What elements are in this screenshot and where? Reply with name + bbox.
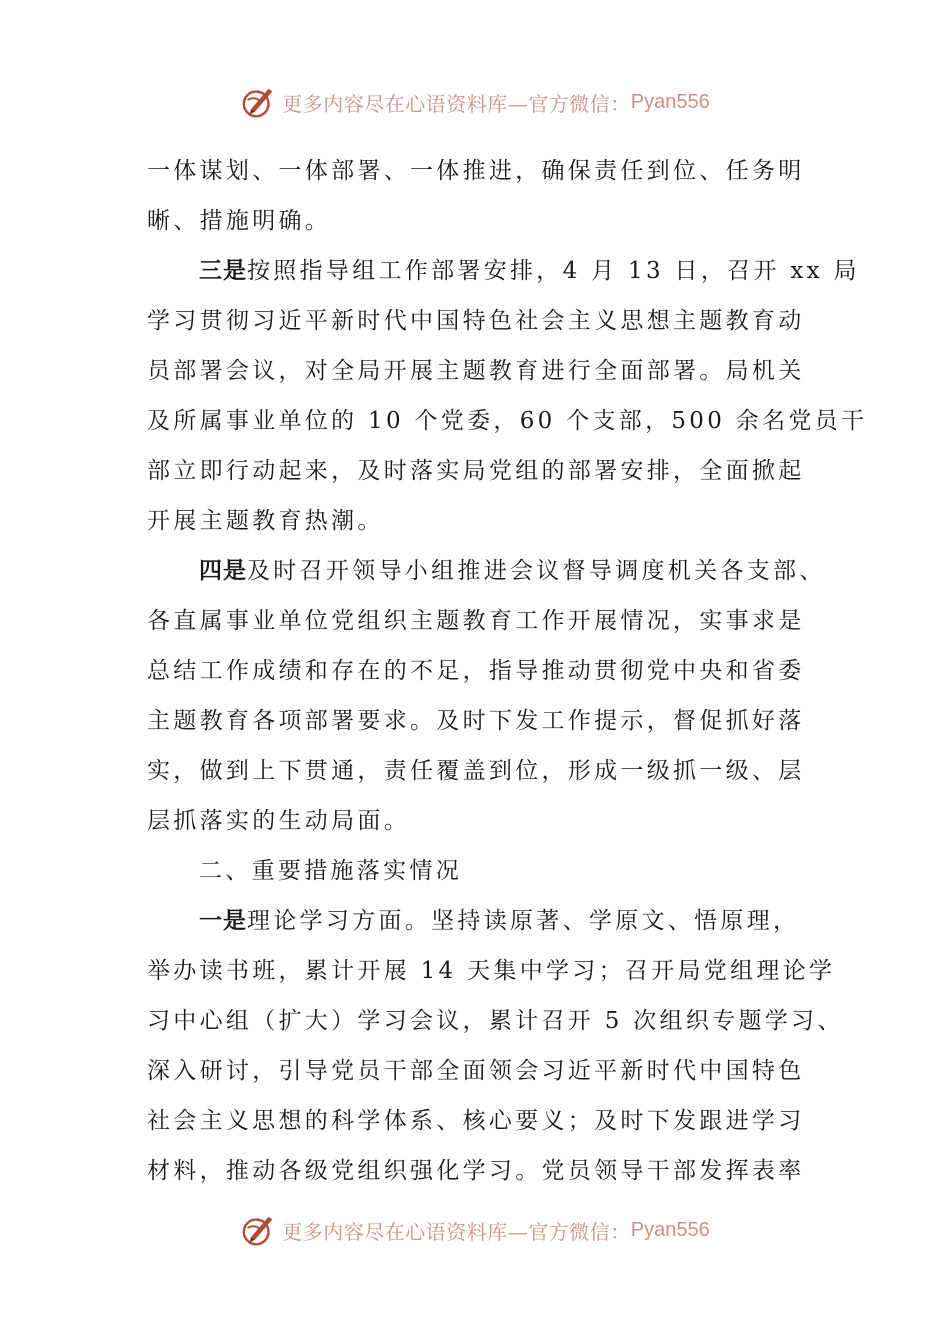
text-line: 材料，推动各级党组织强化学习。党员领导干部发挥表率 — [147, 1158, 805, 1184]
document-body — [147, 146, 868, 1196]
text-line: 层抓落实的生动局面。 — [147, 808, 410, 834]
text-line: 习中心组（扩大）学习会议，累计召开 5 次组织专题学习、 — [147, 1008, 844, 1034]
paragraph-start — [147, 546, 826, 596]
section-heading: 二、重要措施落实情况 — [199, 858, 462, 884]
text-line: 一体谋划、一体部署、一体推进，确保责任到位、任务明 — [147, 158, 805, 184]
text-line: 部立即行动起来，及时落实局党组的部署安排，全面掀起 — [147, 458, 805, 484]
watermark-text: 更多内容尽在心语资料库—官方微信： — [282, 1219, 631, 1244]
paragraph-start — [147, 896, 807, 946]
pen-seal-icon — [240, 1211, 278, 1249]
text-run: 理论学习方面。坚持读原著、学原文、悟原理， — [247, 908, 800, 934]
text-line: 开展主题教育热潮。 — [147, 508, 384, 534]
watermark-text: 更多内容尽在心语资料库—官方微信： — [282, 91, 631, 116]
text-line: 主题教育各项部署要求。及时下发工作提示，督促抓好落 — [147, 708, 805, 734]
watermark-id: Pyan556 — [630, 1218, 710, 1241]
text-line: 社会主义思想的科学体系、核心要义；及时下发跟进学习 — [147, 1108, 805, 1134]
text-line: 举办读书班，累计开展 14 天集中学习；召开局党组理论学 — [147, 958, 836, 984]
text-line: 总结工作成绩和存在的不足，指导推动贯彻党中央和省委 — [147, 658, 805, 684]
lead-marker: 一是 — [199, 908, 247, 934]
text-line: 学习贯彻习近平新时代中国特色社会主义思想主题教育动 — [147, 308, 805, 334]
lead-marker: 三是 — [199, 258, 247, 284]
text-run: 按照指导组工作部署安排，4 月 13 日，召开 xx 局 — [247, 258, 860, 284]
text-line: 晰、措施明确。 — [147, 208, 332, 234]
text-line: 员部署会议，对全局开展主题教育进行全面部署。局机关 — [147, 358, 805, 384]
lead-marker: 四是 — [199, 558, 247, 584]
pen-seal-icon — [240, 83, 278, 121]
footer-watermark — [0, 1210, 950, 1250]
text-line: 深入研讨，引导党员干部全面领会习近平新时代中国特色 — [147, 1058, 805, 1084]
text-line: 实，做到上下贯通，责任覆盖到位，形成一级抓一级、层 — [147, 758, 805, 784]
watermark-id: Pyan556 — [630, 90, 710, 113]
paragraph-start — [147, 246, 860, 296]
text-line: 各直属事业单位党组织主题教育工作开展情况，实事求是 — [147, 608, 805, 634]
text-line: 及所属事业单位的 10 个党委，60 个支部，500 余名党员干 — [147, 408, 868, 434]
header-watermark — [0, 82, 950, 122]
text-run: 及时召开领导小组推进会议督导调度机关各支部、 — [247, 558, 826, 584]
